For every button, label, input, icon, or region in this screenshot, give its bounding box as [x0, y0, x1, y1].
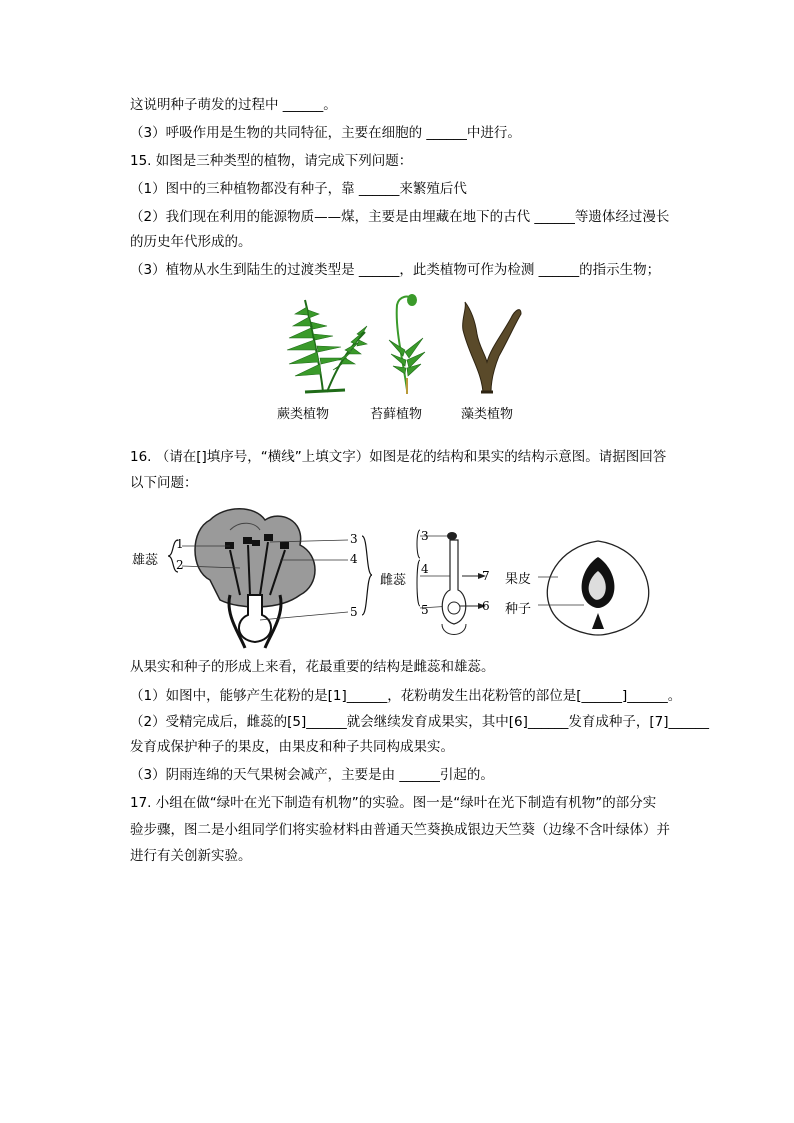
pistil-label-7: 7	[482, 569, 490, 583]
text-line: 以下问题：	[130, 475, 198, 491]
text-line: 验步骤，图二是小组同学们将实验材料由普通天竺葵换成银边天竺葵（边缘不含叶绿体）并	[130, 822, 670, 838]
algae-label: 藻类植物	[461, 407, 514, 422]
text-line: （1）图中的三种植物都没有种子，靠 ______来繁殖后代	[130, 181, 467, 197]
label-2: 2	[176, 558, 184, 572]
text-line: （2）我们现在利用的能源物质——煤，主要是由埋藏在地下的古代 ______等遗体经过漫长	[130, 209, 670, 225]
pistil-label-5: 5	[421, 603, 429, 617]
text-line: 进行有关创新实验。	[130, 848, 252, 864]
label-5: 5	[350, 605, 358, 619]
text-line: （1）如图中，能够产生花粉的是[1]______，花粉萌发生出花粉管的部位是[______]______。	[130, 688, 682, 704]
stamen-label: 雄蕊	[132, 553, 159, 568]
question-15: 15. 如图是三种类型的植物，请完成下列问题：	[130, 153, 413, 169]
text-line: 从果实和种子的形成上来看，花最重要的结构是雌蕊和雄蕊。	[130, 659, 495, 675]
fern-illustration	[275, 292, 370, 397]
fruit-diagram	[538, 537, 658, 637]
text-line: （3）呼吸作用是生物的共同特征，主要在细胞的 ______中进行。	[130, 125, 521, 141]
algae-illustration	[455, 300, 525, 395]
question-17: 17. 小组在做“绿叶在光下制造有机物”的实验。图一是“绿叶在光下制造有机物”的部分实	[130, 795, 657, 811]
moss-illustration	[385, 290, 430, 395]
text-line: （3）植物从水生到陆生的过渡类型是 ______，此类植物可作为检测 ______的指示生物；	[130, 262, 661, 278]
label-4: 4	[350, 552, 358, 566]
text-line: （2）受精完成后，雌蕊的[5]______就会继续发育成果实，其中[6]______发育成种子，[7]______	[130, 714, 709, 730]
text-line: 这说明种子萌发的过程中 ______。	[130, 97, 337, 113]
text-line: 的历史年代形成的。	[130, 234, 252, 250]
pistil-label-6: 6	[482, 599, 490, 613]
pericarp-label: 果皮	[505, 572, 532, 587]
moss-label: 苔藓植物	[370, 407, 423, 422]
label-3: 3	[350, 532, 358, 546]
pistil-label-4: 4	[421, 562, 429, 576]
pistil-label: 雌蕊	[380, 573, 407, 588]
pistil-label-3: 3	[421, 529, 429, 543]
text-line: 发育成保护种子的果皮，由果皮和种子共同构成果实。	[130, 739, 454, 755]
text-line: （3）阴雨连绵的天气果树会减产，主要是由 ______引起的。	[130, 767, 494, 783]
label-1: 1	[176, 537, 184, 551]
fern-label: 蕨类植物	[277, 407, 330, 422]
question-16: 16. （请在[]填序号，“横线”上填文字）如图是花的结构和果实的结构示意图。请据图回答	[130, 449, 667, 465]
seed-label: 种子	[505, 602, 532, 617]
